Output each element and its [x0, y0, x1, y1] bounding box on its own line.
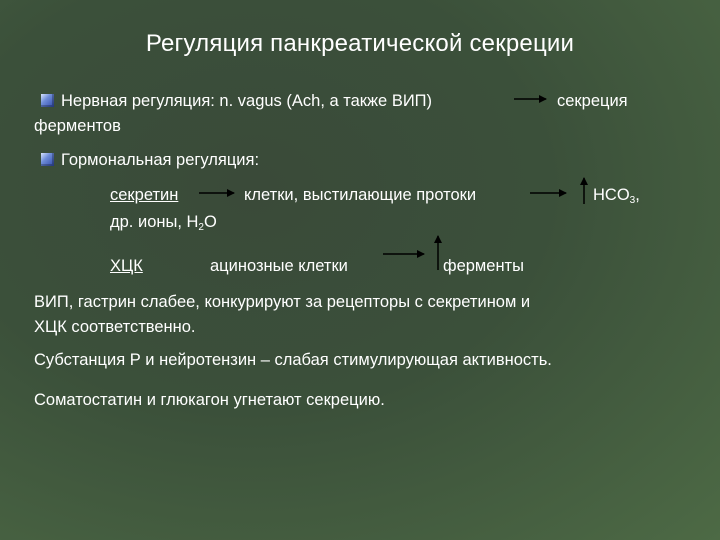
secretin-target-cells: клетки, выстилающие протоки	[244, 186, 477, 204]
nervous-regulation-result: секреция	[557, 92, 628, 110]
nervous-regulation-continuation: ферментов	[34, 117, 121, 135]
secretin-other-start: др. ионы, H	[110, 213, 199, 231]
somatostatin-paragraph: Соматостатин и глюкагон угнетают секрецию.	[34, 391, 385, 409]
secretin-other-subscript: 2	[198, 222, 204, 233]
slide-title: Регуляция панкреатической секреции	[145, 30, 575, 57]
cck-product: ферменты	[443, 257, 524, 275]
secretin-term: секретин	[110, 186, 179, 204]
secretin-product-subscript: 3	[629, 195, 636, 206]
cck-target-cells: ацинозные клетки	[210, 257, 348, 275]
vip-paragraph-line1: ВИП, гастрин слабее, конкурируют за рецепторы с секретином и	[34, 293, 531, 311]
secretin-product-tail: ,	[635, 186, 640, 204]
substance-p-paragraph: Субстанция Р и нейротензин – слабая стимулирующая активность.	[34, 351, 552, 369]
vip-paragraph-line2: ХЦК соответственно.	[34, 318, 196, 336]
cck-term: ХЦК	[110, 257, 143, 275]
secretin-product-base: HCO	[593, 186, 630, 204]
nervous-regulation-label: Нервная регуляция: n. vagus (Ach, а также ВИП)	[61, 92, 433, 110]
hormonal-regulation-label: Гормональная регуляция:	[61, 151, 260, 169]
secretin-other-end: O	[203, 213, 217, 231]
